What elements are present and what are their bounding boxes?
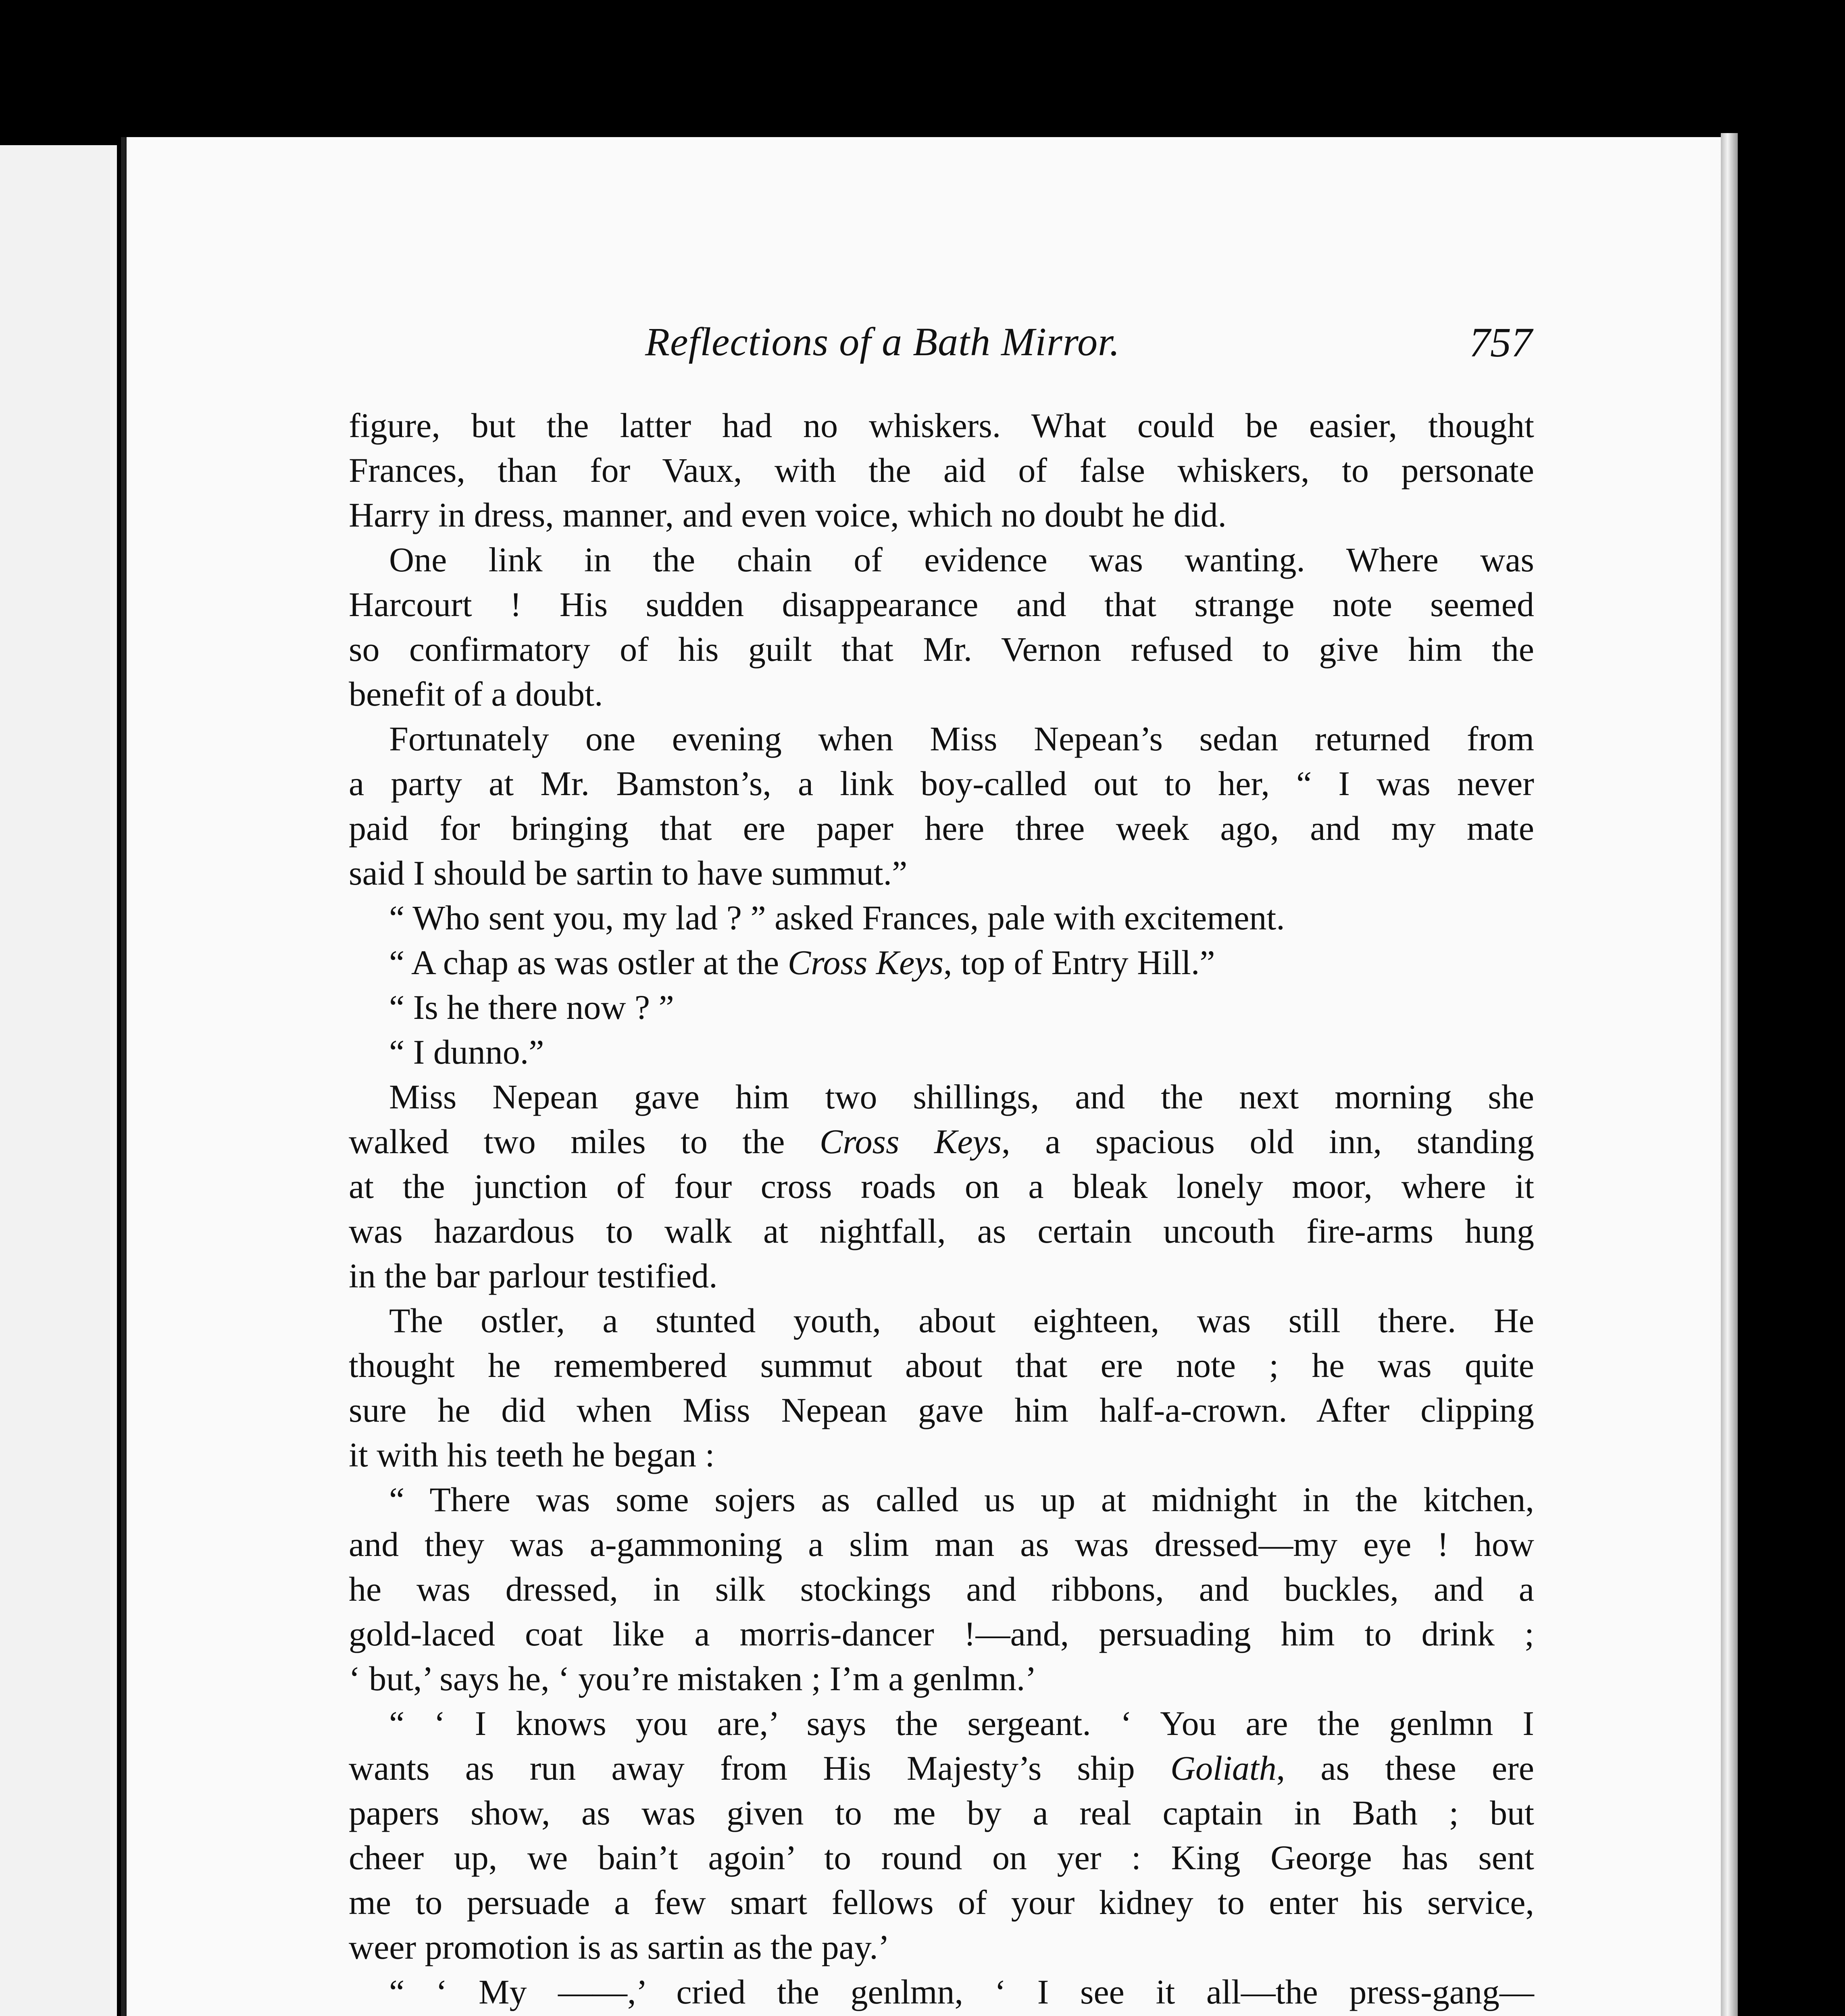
text-line: at the junction of four cross roads on a bleak lonely moor, where it — [349, 1167, 1534, 1206]
text-line: was hazardous to walk at nightfall, as certain uncouth fire-arms hung — [349, 1212, 1534, 1250]
text-line: papers show, as was given to me by a real captain in Bath ; but — [349, 1793, 1534, 1832]
text-line: Harry in dress, manner, and even voice, which no doubt he did. — [349, 496, 1227, 534]
text-line: “ I dunno.” — [389, 1033, 544, 1071]
text-line — [349, 2014, 1534, 2016]
text-line: benefit of a doubt. — [349, 675, 603, 713]
page-header — [645, 319, 1532, 367]
text-line: it with his teeth he began : — [349, 1435, 715, 1474]
text-line: gold-laced coat like a morris-dancer !—and, persuading him to drink ; — [349, 1614, 1534, 1653]
text-line: Miss Nepean gave him two shillings, and the next morning she — [389, 1077, 1534, 1116]
text-line: so confirmatory of his guilt that Mr. Vernon refused to give him the — [349, 630, 1534, 669]
text-line: Frances, than for Vaux, with the aid of false whiskers, to personate — [349, 451, 1534, 489]
text-line: he was dressed, in silk stockings and ribbons, and buckles, and a — [349, 1570, 1534, 1608]
text-line: and they was a-gammoning a slim man as was dressed—my eye ! how — [349, 1525, 1534, 1564]
text-line: “ There was some sojers as called us up at midnight in the kitchen, — [389, 1480, 1534, 1519]
text-line: One link in the chain of evidence was wanting. Where was — [389, 540, 1534, 579]
page-gutter — [121, 137, 125, 2016]
facing-page-edge — [0, 145, 117, 2016]
page-fore-edge — [1721, 133, 1738, 2016]
text-line: “ Who sent you, my lad ? ” asked Frances, pale with excitement. — [389, 898, 1285, 937]
text-line: “ ‘ My ——,’ cried the genlmn, ‘ I see it all—the press-gang— — [389, 1972, 1534, 2011]
text-line: ‘ but,’ says he, ‘ you’re mistaken ; I’m a genlmn.’ — [349, 1659, 1037, 1698]
text-line: a party at Mr. Bamston’s, a link boy-called out to her, “ I was never — [349, 764, 1534, 803]
text-line: paid for bringing that ere paper here three week ago, and my mate — [349, 809, 1534, 848]
text-line: me to persuade a few smart fellows of your kidney to enter his service, — [349, 1883, 1534, 1922]
text-line: Fortunately one evening when Miss Nepean’s sedan returned from — [389, 719, 1534, 758]
text-line: “ ‘ I knows you are,’ says the sergeant. ‘ You are the genlmn I — [389, 1704, 1534, 1743]
text-line: “ A chap as was ostler at the Cross Keys, top of Entry Hill.” — [389, 943, 1215, 982]
text-line: figure, but the latter had no whiskers. What could be easier, thought — [349, 406, 1534, 445]
text-line: cheer up, we bain’t agoin’ to round on yer : King George has sent — [349, 1838, 1534, 1877]
text-line: weer promotion is as sartin as the pay.’ — [349, 1928, 890, 1966]
text-line: thought he remembered summut about that ere note ; he was quite — [349, 1346, 1534, 1385]
text-line: wants as run away from His Majesty’s ship Goliath, as these ere — [349, 1749, 1535, 1787]
text-line: in the bar parlour testified. — [349, 1256, 718, 1295]
text-line: said I should be sartin to have summut.” — [349, 854, 908, 892]
text-line: sure he did when Miss Nepean gave him half-a-crown. After clipping — [349, 1391, 1534, 1429]
body-text — [349, 403, 1534, 2016]
page-number: 757 — [1469, 319, 1532, 366]
text-line: Harcourt ! His sudden disappearance and that strange note seemed — [349, 585, 1534, 624]
running-title: Reflections of a Bath Mirror. — [645, 319, 1120, 364]
text-line: “ Is he there now ? ” — [389, 988, 674, 1027]
text-line: walked two miles to the Cross Keys, a spacious old inn, standing — [349, 1122, 1534, 1161]
text-line: The ostler, a stunted youth, about eighteen, was still there. He — [389, 1301, 1534, 1340]
